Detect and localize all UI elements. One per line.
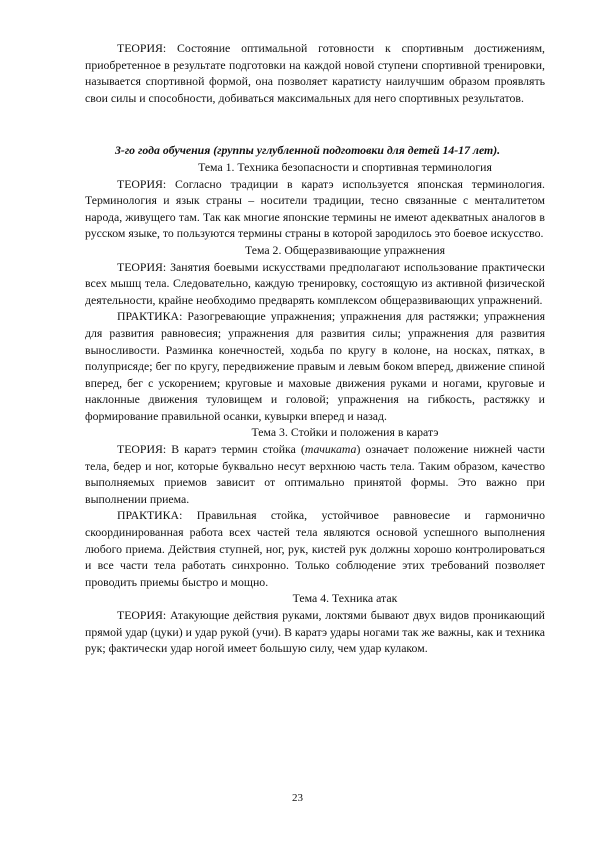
- topic-3-theory-part-a: ТЕОРИЯ: В каратэ термин стойка (: [117, 442, 305, 457]
- topic-4-title: Тема 4. Техника атак: [292, 591, 398, 606]
- topic-1-theory: ТЕОРИЯ: Согласно традиции в каратэ используется японская терминология. Терминология и язык страны – носители традиции, тесно связанные с менталитетом народа, живущего там. Так как многие японские термины не имеют адекватных аналогов в русском языке, то пользуются термины страны в которой зародилось это боевое искусство.: [85, 176, 545, 241]
- topic-3-practice: ПРАКТИКА: Правильная стойка, устойчивое равновесие и гармонично скоординированная работа всех частей тела являются основой успешного выполнения любого приема. Действия ступней, ног, рук, кистей рук должны хорошо контролироваться и все части тела работать синхронно. Только соблюдение этих требований позволяет проводить приемы быстро и мощно.: [85, 508, 545, 589]
- topic-3-title: Тема 3. Стойки и положения в каратэ: [251, 425, 439, 440]
- topic-2-title: Тема 2. Общеразвивающие упражнения: [244, 242, 446, 257]
- tachikata-term: тачиката: [304, 442, 357, 457]
- topic-3-theory-part-b: ) означает положение нижней части тела, бедер и ног, которые буквально несут верхнюю часть тела. Таким образом, качество выполняемых приемов зависит от оптимально принятой формы. Это важно при выполнении приема.: [85, 442, 545, 506]
- page-content: [85, 40, 545, 657]
- topic-2-theory: ТЕОРИЯ: Занятия боевыми искусствами предполагают использование практически всех мышц тела. Следовательно, каждую тренировку, состоящую из активной физической деятельности, крайне необходимо предварять комплексом общеразвивающих упражнений.: [85, 259, 545, 307]
- intro-paragraph: ТЕОРИЯ: Состояние оптимальной готовности к спортивным достижениям, приобретенное в результате подготовки на каждой новой ступени спортивной тренировки, называется спортивной формой, она позволяет каратисту наилучшим образом проявлять свои силы и способности, добиваться максимальных для него спортивных результатов.: [85, 41, 545, 105]
- topic-3-theory: [85, 441, 545, 507]
- topic-2-practice: ПРАКТИКА: Разогревающие упражнения; упражнения для растяжки; упражнения для развития равновесия; упражнения для развития силы; упражнения для развития выносливости. Разминка конечностей, ходьба по кругу в колоне, на носках, пятках, в полуприсяде; бег по кругу, передвижение правым и левым боком вперед, движение спиной вперед, бег с ускорением; круговые и маховые движения руками и ногами, круговые и наклонные движения туловищем и головой; упражнения на гибкость, растяжку и формирование правильной осанки, кувырки вперед и назад.: [85, 309, 545, 423]
- section-heading: 3-го года обучения (группы углубленной подготовки для детей 14-17 лет).: [115, 143, 501, 158]
- topic-4-theory: ТЕОРИЯ: Атакующие действия руками, локтями бывают двух видов проникающий прямой удар (цуки) и удар рукой (учи). В каратэ удары ногами так же важны, как и техника рук; фактически удар ногой имеет большую силу, чем удар кулаком.: [85, 608, 545, 656]
- page-number: 23: [292, 792, 303, 804]
- topic-1-title: Тема 1. Техника безопасности и спортивная терминология: [198, 159, 492, 174]
